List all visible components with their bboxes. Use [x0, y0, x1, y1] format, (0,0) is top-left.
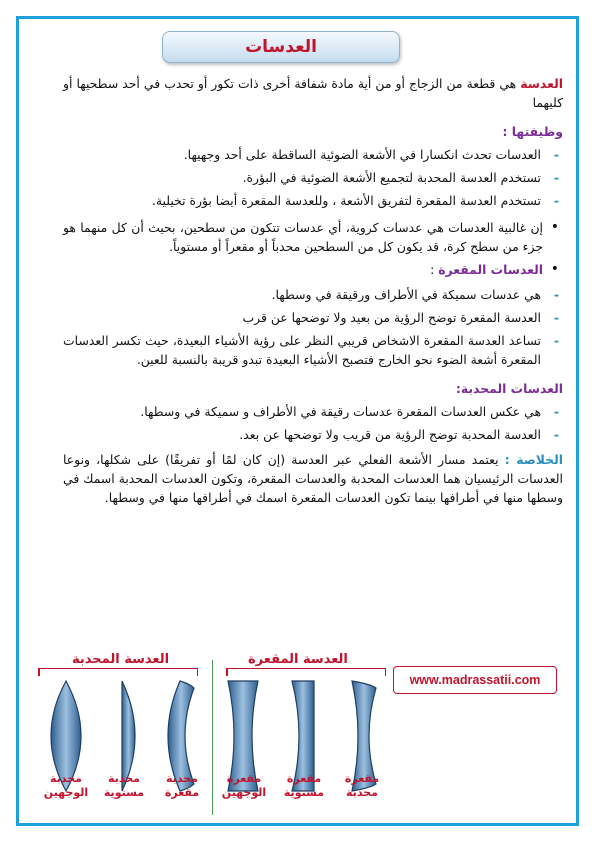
concave-heading-suffix: : [430, 262, 439, 277]
concave-list [63, 285, 563, 369]
summary-text: يعتمد مسار الأشعة الفعلي عبر العدسة (إن كان لمًا أو تفريقًا) على شكلها، ونوعا العدسات الرئيسيان هما العدسات المحدبة والعدسات المقعرة، وتكون العدسات المحدبة اسمك في وسطها منها في أطرافها بينما تكون العدسات المقعرة اسمك في أطرافها منها في وسطها. [63, 452, 563, 505]
lens-label: مقعرة مستوية [283, 772, 325, 799]
majority-note: • إن غالبية العدسات هي عدسات كروية، أي عدسات تتكون من سطحين، بحيث أن كل منهما هو جزء من سطح كرة، قد يكون كل من السطحين محدباً أو مقعراً أو مستوياً. [63, 218, 563, 256]
website-link[interactable]: www.madrassatii.com [409, 673, 541, 687]
function-list [63, 145, 563, 210]
concave-heading-line [63, 260, 563, 279]
intro-text: هي قطعة من الزجاج أو من أية مادة شفافة أخرى ذات تكور أو تحدب في أحد سطحيها أو كليهما [63, 76, 563, 110]
lens-label: مقعرة محدبة [344, 772, 380, 799]
content [63, 74, 563, 507]
lens-label: مقعرة الوجهين [221, 772, 267, 799]
function-heading: وظيفتها : [502, 124, 563, 139]
list-item: - هي عدسات سميكة في الأطراف ورقيقة في وسطها. [63, 285, 563, 304]
list-item: - تساعد العدسة المقعرة الاشخاص قريبي النظر على رؤية الأشياء البعيدة، حيث تكسر العدسات المقعرة أشعة الضوء نحو الخارج فتصبح الأشياء البعيدة تبدو قريبة بالنسبة للعين. [63, 331, 563, 369]
convex-bracket [38, 668, 198, 676]
list-item: - تستخدم العدسة المقعرة لتفريق الأشعة ، وللعدسة المقعرة أيضا بؤرة تخيلية. [63, 191, 563, 210]
list-item: - العدسة المقعرة توضح الرؤية من بعيد ولا توضحها عن قرب [63, 308, 563, 327]
lens-label: محدبة الوجهين [43, 772, 89, 799]
list-item: - تستخدم العدسة المحدبة لتجميع الأشعة الضوئية في البؤرة. [63, 168, 563, 187]
list-item: - هي عكس العدسات المقعرة عدسات رقيقة في الأطراف و سميكة في وسطها. [63, 402, 563, 421]
intro-paragraph [63, 74, 563, 112]
website-box [393, 666, 557, 694]
page-title: العدسات [245, 37, 317, 57]
summary-label: الخلاصة : [504, 452, 564, 467]
list-item: - العدسة المحدبة توضح الرؤية من قريب ولا توضحها عن بعد. [63, 425, 563, 444]
convex-heading: العدسات المحدبة: [455, 381, 563, 396]
intro-term: العدسة [520, 76, 563, 91]
lens-label: محدبة مقعرة [164, 772, 200, 799]
concave-group-label: العدسة المقعرة [248, 652, 348, 667]
lens-label: محدبة مستوية [103, 772, 145, 799]
lens-diagram [30, 652, 390, 817]
title-banner [162, 31, 400, 63]
list-item: - العدسات تحدث انكسارا في الأشعة الضوئية الساقطة على أحد وجهيها. [63, 145, 563, 164]
concave-bracket [226, 668, 386, 676]
summary-paragraph [63, 450, 563, 507]
convex-list [63, 402, 563, 444]
concave-heading: العدسات المقعرة [438, 262, 543, 277]
convex-group-label: العدسة المحدبة [72, 652, 170, 667]
